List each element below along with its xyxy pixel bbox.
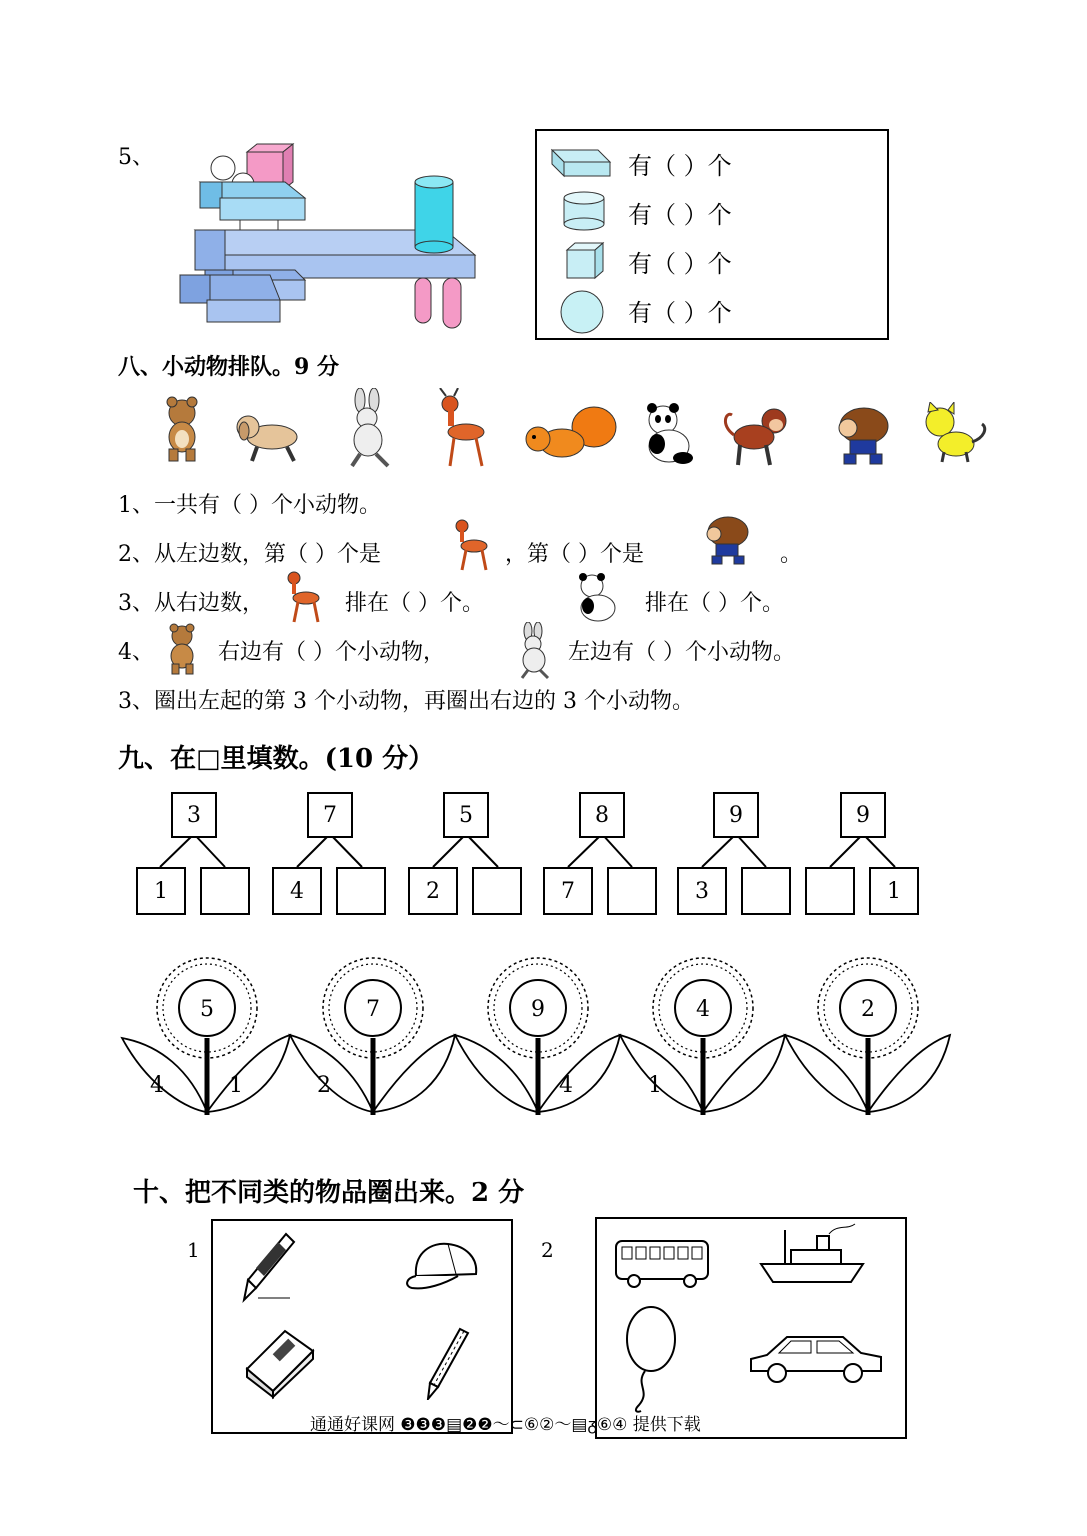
panda-icon xyxy=(635,402,703,468)
flower-center-number: 9 xyxy=(531,997,545,1022)
squirrel-icon xyxy=(522,405,622,465)
bond-part-box: 3 xyxy=(677,867,727,915)
deer-icon-small xyxy=(450,516,492,572)
section8-question-3b: 排在（ ）个。 xyxy=(345,591,484,616)
car-icon[interactable] xyxy=(745,1325,887,1387)
cube-count-label: 有（ ）个 xyxy=(628,250,732,278)
bond-top-box: 9 xyxy=(840,792,886,838)
rabbit-icon-small xyxy=(508,622,558,680)
section8-question-4b: 右边有（ ）个小动物， xyxy=(218,640,445,665)
bond-answer-box[interactable] xyxy=(336,867,386,915)
bus-icon[interactable] xyxy=(612,1235,712,1290)
bond-top-box: 5 xyxy=(443,792,489,838)
blocks-illustration xyxy=(175,140,485,335)
bond-answer-box[interactable] xyxy=(472,867,522,915)
rabbit-icon xyxy=(330,388,405,470)
cuboid-icon xyxy=(548,140,614,188)
monkey-icon xyxy=(718,405,800,467)
section8-question-3a: 3、从右边数， xyxy=(118,591,264,616)
panda-icon-small xyxy=(570,572,626,626)
deer-icon xyxy=(432,388,492,470)
bond-top-box: 7 xyxy=(307,792,353,838)
bond-top-box: 9 xyxy=(713,792,759,838)
bond-answer-box[interactable] xyxy=(200,867,250,915)
section8-question-5: 3、圈出左起的第 3 个小动物，再圈出右边的 3 个小动物。 xyxy=(118,689,694,714)
hedgehog-icon-small xyxy=(698,512,756,568)
cap-icon[interactable] xyxy=(402,1236,484,1291)
section9-title: 九、在□里填数。(10 分） xyxy=(118,744,435,774)
bond-part-box: 1 xyxy=(869,867,919,915)
bond-part-box: 1 xyxy=(136,867,186,915)
section8-question-2a: 2、从左边数，第（ ）个是 xyxy=(118,542,381,567)
section8-question-1: 1、一共有（ ）个小动物。 xyxy=(118,493,381,518)
hedgehog-icon xyxy=(830,402,895,468)
bond-part-box: 4 xyxy=(272,867,322,915)
deer-icon-small xyxy=(282,568,324,624)
section8-title: 八、小动物排队。9 分 xyxy=(118,354,339,380)
cuboid-count-label: 有（ ）个 xyxy=(628,152,732,180)
flower-center-number: 7 xyxy=(366,997,380,1022)
leaf-number: 4 xyxy=(559,1073,573,1098)
section8-question-4c: 左边有（ ）个小动物。 xyxy=(568,640,795,665)
bond-part-box: 2 xyxy=(408,867,458,915)
bond-answer-box[interactable] xyxy=(805,867,855,915)
leaf-number: 2 xyxy=(317,1073,331,1098)
section8-question-2c: 。 xyxy=(780,542,803,567)
cylinder-count-label: 有（ ）个 xyxy=(628,201,732,229)
puppy-icon xyxy=(232,405,307,465)
bond-top-box: 8 xyxy=(579,792,625,838)
footer-watermark: 通通好课网 ❸❸❸▤❷❷〜⊂⑥②〜▤ᵹ⑥④ 提供下载 xyxy=(310,1415,701,1435)
flower-center-number: 5 xyxy=(200,997,214,1022)
flower-center-number: 2 xyxy=(861,997,875,1022)
eraser-icon[interactable] xyxy=(243,1325,318,1400)
cat-icon xyxy=(918,402,990,464)
bond-answer-box[interactable] xyxy=(741,867,791,915)
ship-icon[interactable] xyxy=(755,1220,870,1290)
pencil-icon[interactable] xyxy=(420,1325,475,1400)
bond-part-box: 7 xyxy=(543,867,593,915)
group2-number: 2 xyxy=(541,1238,554,1262)
bear-icon-small xyxy=(160,622,206,678)
group1-number: 1 xyxy=(187,1238,200,1262)
flower-center-number: 4 xyxy=(696,997,710,1022)
section8-question-2b: ，第（ ）个是 xyxy=(505,542,644,567)
sphere-icon xyxy=(558,288,608,336)
section10-title: 十、把不同类的物品圈出来。2 分 xyxy=(133,1178,525,1208)
section8-question-4a: 4、 xyxy=(118,640,154,665)
balloon-icon[interactable] xyxy=(615,1305,685,1415)
leaf-number: 1 xyxy=(229,1073,243,1098)
pen-icon[interactable] xyxy=(238,1230,298,1305)
sphere-count-label: 有（ ）个 xyxy=(628,299,732,327)
bond-top-box: 3 xyxy=(171,792,217,838)
bear-icon xyxy=(155,395,210,465)
cylinder-icon xyxy=(560,190,610,236)
leaf-number: 1 xyxy=(648,1073,662,1098)
section8-question-3c: 排在（ ）个。 xyxy=(645,591,784,616)
cube-icon xyxy=(563,240,609,282)
q5-number: 5、 xyxy=(118,145,154,170)
leaf-number: 4 xyxy=(150,1073,164,1098)
bond-answer-box[interactable] xyxy=(607,867,657,915)
